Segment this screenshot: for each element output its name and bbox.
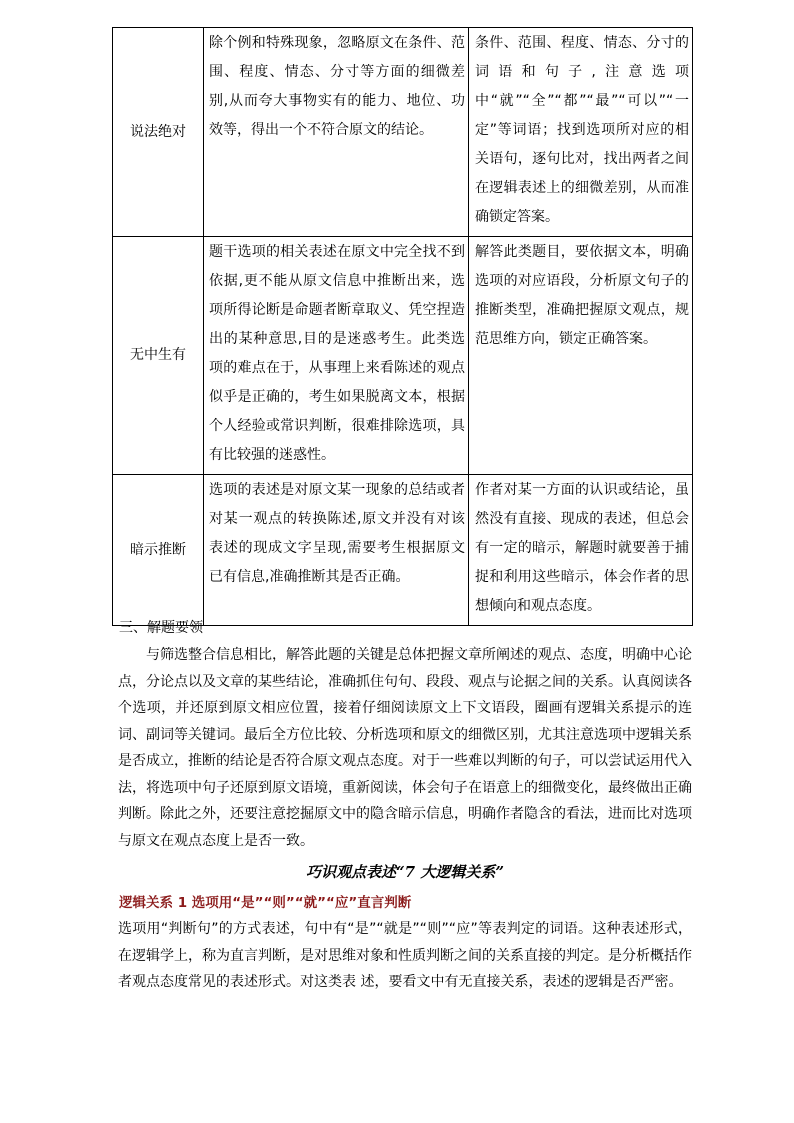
subsection-title: 巧识观点表述“7 大逻辑关系”: [306, 863, 504, 881]
section-title: 三、解题要领: [119, 620, 203, 636]
logic-relation-paragraph: 选项用“判断句”的方式表述，句中有“是”“就是”“则”“应”等表判定的词语。这种表述形式，在逻辑学上，称为直言判断，是对思维对象和性质判断之间的关系直接的判定。是分析概括作者观点态度常见的表述形式。对这类表 述，要看文中有无直接关系，表述的逻辑是否严密。: [118, 921, 692, 990]
row-label: 说法绝对: [113, 28, 204, 237]
row-tip: 作者对某一方面的认识或结论，虽然没有直接、现成的表述，但总会有一定的暗示，解题时就要善于捕捉和利用这些暗示，体会作者的思想倾向和观点态度。: [469, 475, 693, 626]
logic-relation-heading: 逻辑关系 1 选项用“是”“则”“就”“应”直言判断: [119, 895, 412, 911]
table-row: [113, 28, 693, 237]
comparison-table: [112, 27, 693, 626]
row-description: 选项的表述是对原文某一现象的总结或者对某一观点的转换陈述,原文并没有对该表述的现成文字呈现,需要考生根据原文已有信息,准确推断其是否正确。: [204, 475, 469, 626]
table-row: [113, 237, 693, 475]
row-tip: 条件、范围、程度、情态、分寸的词语和句子,注意选项中“就”“全”“都”“最”“可以”“一定”等词语；找到选项所对应的相关语句，逐句比对，找出两者之间在逻辑表述上的细微差别，从而准确锁定答案。: [469, 28, 693, 237]
row-tip: 解答此类题目，要依据文本，明确选项的对应语段，分析原文句子的推断类型，准确把握原文观点，规范思维方向，锁定正确答案。: [469, 237, 693, 475]
row-label: 暗示推断: [113, 475, 204, 626]
table-row: [113, 475, 693, 626]
section-paragraph: 与筛选整合信息相比，解答此题的关键是总体把握文章所阐述的观点、态度，明确中心论点，分论点以及文章的某些结论，准确抓住句句、段段、观点与论据之间的关系。认真阅读各个选项，并还原到原文相应位置，接着仔细阅读原文上下文语段，圈画有逻辑关系提示的连词、副词等关键词。最后全方位比较、分析选项和原文的细微区别，尤其注意选项中逻辑关系是否成立，推断的结论是否符合原文观点态度。对于一些难以判断的句子，可以尝试运用代入法，将选项中句子还原到原文语境，重新阅读，体会句子在语意上的细微变化，最终做出正确判断。除此之外，还要注意挖掘原文中的隐含暗示信息，明确作者隐含的看法，进而比对选项与原文在观点态度上是否一致。: [118, 647, 692, 849]
row-description: 除个例和特殊现象，忽略原文在条件、范围、程度、情态、分寸等方面的细微差别,从而夸大事物实有的能力、地位、功效等，得出一个不符合原文的结论。: [204, 28, 469, 237]
row-label: 无中生有: [113, 237, 204, 475]
row-description: 题干选项的相关表述在原文中完全找不到依据,更不能从原文信息中推断出来，选项所得论断是命题者断章取义、凭空捏造出的某种意思,目的是迷惑考生。此类选项的难点在于，从事理上来看陈述的观点似乎是正确的，考生如果脱离文本，根据个人经验或常识判断，很难排除选项，具有比较强的迷惑性。: [204, 237, 469, 475]
